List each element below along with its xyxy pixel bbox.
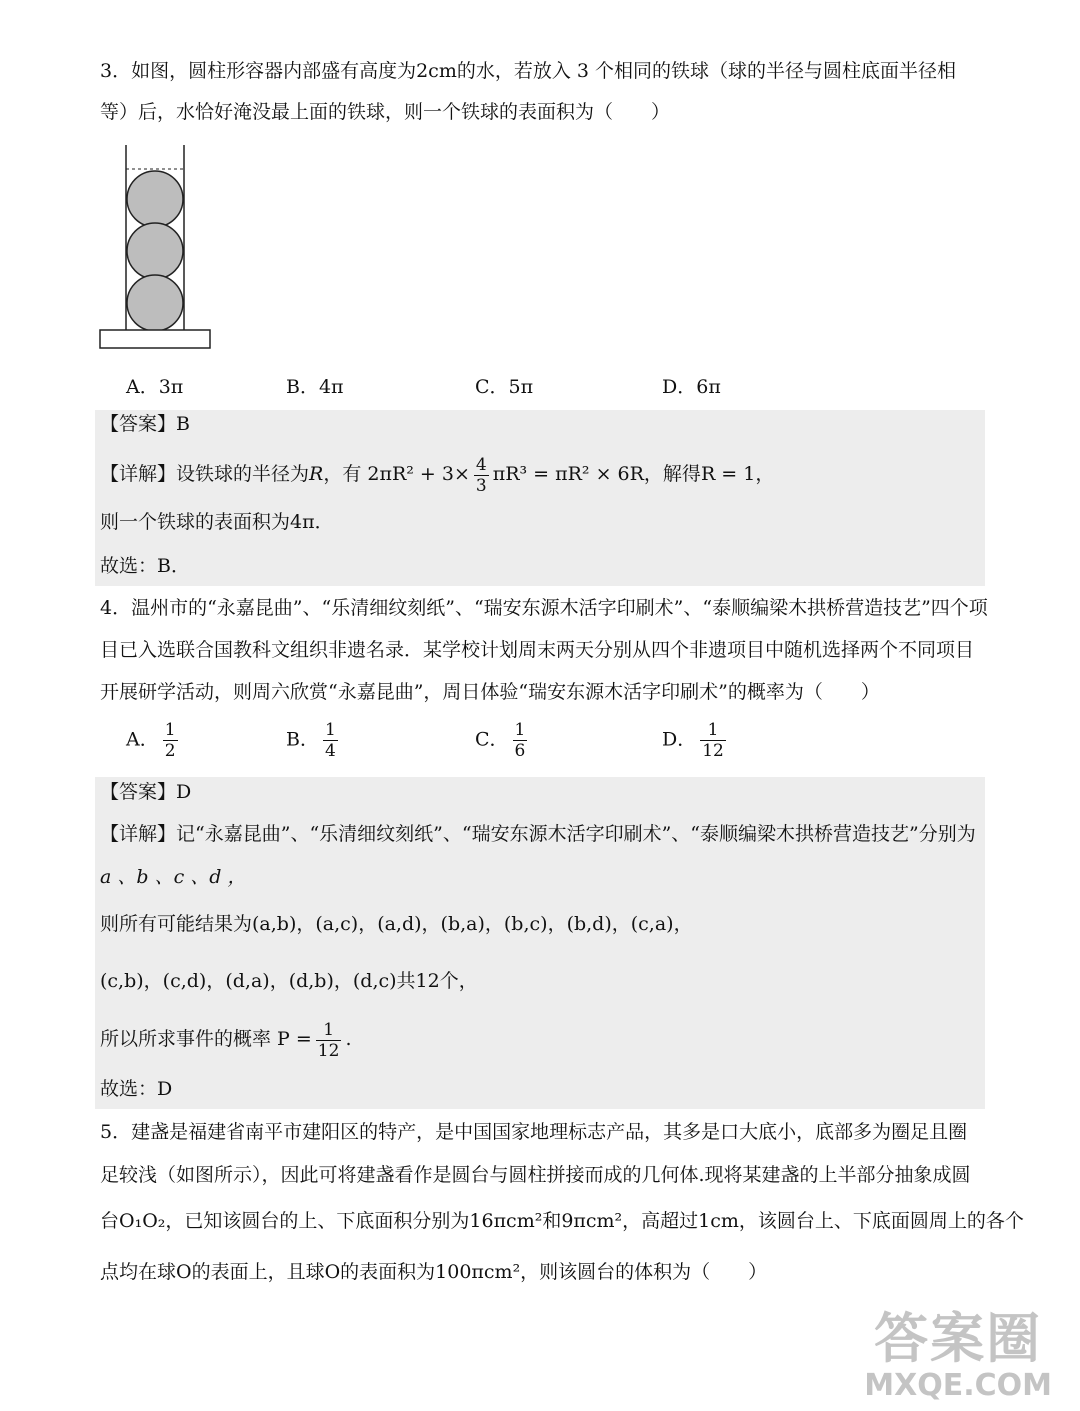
q4-stem-line-1: 4．温州市的“永嘉昆曲”、“乐清细纹刻纸”、“瑞安东源木活字印刷术”、“泰顺编梁木拱桥营造技艺”四个项 — [100, 597, 988, 619]
q4-option-c-fraction — [513, 720, 528, 761]
q4-prob-fraction — [316, 1020, 342, 1061]
q3-detail-text-4: R = 1， — [700, 463, 775, 485]
q4-option-b-num: 1 — [324, 720, 336, 740]
q3-frac-den: 3 — [475, 475, 487, 496]
q3-option-c: C．5π — [475, 376, 534, 398]
q4-stem-line-3: 开展研学活动，则周六欣赏“永嘉昆曲”，周日体验“瑞安东源木活字印刷术”的概率为（ ） — [100, 681, 880, 703]
site-watermark — [864, 1309, 1052, 1403]
q4-results-line-2: (c,b)，(c,d)，(d,a)，(d,b)，(d,c)共12个， — [100, 970, 478, 992]
q3-detail-label: 【详解】 — [100, 463, 177, 485]
q4-probability — [100, 1017, 351, 1061]
q3-detail-text-3: πR³ = πR² × 6R，解得 — [492, 463, 701, 485]
q3-option-d: D．6π — [662, 376, 721, 398]
q4-detail — [100, 825, 976, 844]
q3-detail-text-2: ，有 2πR² + 3× — [323, 463, 470, 485]
q3-stem-line-1: 3．如图，圆柱形容器内部盛有高度为2cm的水，若放入 3 个相同的铁球（球的半径与圆柱底面半径相 — [100, 60, 957, 82]
q4-option-d-den: 12 — [702, 741, 724, 761]
q4-answer: 【答案】D — [100, 781, 192, 803]
q3-detail-var-r: R — [309, 463, 324, 485]
q3-surface-area: 则一个铁球的表面积为4π． — [100, 511, 334, 533]
q5-stem-line-3: 台O₁O₂，已知该圆台的上、下底面积分别为16πcm²和9πcm²，高超过1cm，该圆台上、下底面圆周上的各个 — [100, 1210, 1024, 1232]
q3-stem-line-2: 等）后，水恰好淹没最上面的铁球，则一个铁球的表面积为（ ） — [100, 101, 671, 123]
q4-option-c-den: 6 — [514, 741, 526, 761]
q4-detail-label: 【详解】 — [100, 823, 177, 845]
q4-option-a — [126, 720, 182, 761]
q4-prob-num: 1 — [323, 1019, 335, 1040]
q4-choose: 故选：D — [100, 1078, 173, 1100]
q4-option-b-fraction — [323, 720, 338, 761]
q3-detail-fraction — [474, 455, 489, 496]
q4-option-d-fraction — [700, 720, 726, 761]
q4-detail-text: 记“永嘉昆曲”、“乐清细纹刻纸”、“瑞安东源木活字印刷术”、“泰顺编梁木拱桥营造技艺”分别为 — [176, 823, 976, 845]
q4-option-c-num: 1 — [514, 720, 526, 740]
q4-option-a-label: A． — [126, 728, 159, 751]
q4-option-a-den: 2 — [164, 741, 176, 761]
q4-option-a-num: 1 — [164, 720, 176, 740]
watermark-logo-text: 答案圈 — [874, 1307, 1043, 1370]
q4-option-b-den: 4 — [324, 741, 336, 761]
q4-option-d-num: 1 — [707, 720, 719, 740]
q4-option-d-label: D． — [662, 728, 697, 751]
q4-results-line-1: 则所有可能结果为(a,b)，(a,c)，(a,d)，(b,a)，(b,c)，(b,d)，(c,a)， — [100, 913, 693, 935]
q4-option-c-label: C． — [475, 728, 509, 751]
q3-choose: 故选：B． — [100, 555, 190, 577]
q3-answer: 【答案】B — [100, 413, 190, 435]
q4-option-a-fraction — [163, 720, 178, 761]
q3-frac-num: 4 — [475, 454, 487, 475]
q4-option-c — [475, 720, 531, 761]
cylinder-figure — [98, 143, 214, 351]
q4-prob-suffix: . — [345, 1028, 352, 1050]
q4-stem-line-2: 目已入选联合国教科文组织非遗名录．某学校计划周末两天分别从四个非遗项目中随机选择两个不同项目 — [100, 639, 975, 661]
q4-option-b — [286, 720, 342, 761]
q4-option-b-label: B． — [286, 728, 319, 751]
q4-letters: a 、b 、c 、d ， — [100, 866, 247, 888]
q3-detail-text-1: 设铁球的半径为 — [176, 463, 310, 485]
q3-detail — [100, 452, 774, 496]
q4-option-d — [662, 720, 730, 761]
q4-prob-prefix: 所以所求事件的概率 P = — [100, 1028, 312, 1050]
watermark-url: MXQE.COM — [864, 1368, 1052, 1403]
q3-option-b: B．4π — [286, 376, 344, 398]
q5-stem-line-1: 5．建盏是福建省南平市建阳区的特产，是中国国家地理标志产品，其多是口大底小，底部多为圈足且圈 — [100, 1121, 968, 1143]
q5-stem-line-2: 足较浅（如图所示），因此可将建盏看作是圆台与圆柱拼接而成的几何体.现将某建盏的上半部分抽象成圆 — [100, 1164, 971, 1186]
q4-prob-den: 12 — [317, 1040, 340, 1061]
q3-option-a: A．3π — [126, 376, 184, 398]
q5-stem-line-4: 点均在球O的表面上，且球O的表面积为100πcm²，则该圆台的体积为（ ） — [100, 1261, 768, 1283]
q3-solution-box — [95, 410, 985, 586]
